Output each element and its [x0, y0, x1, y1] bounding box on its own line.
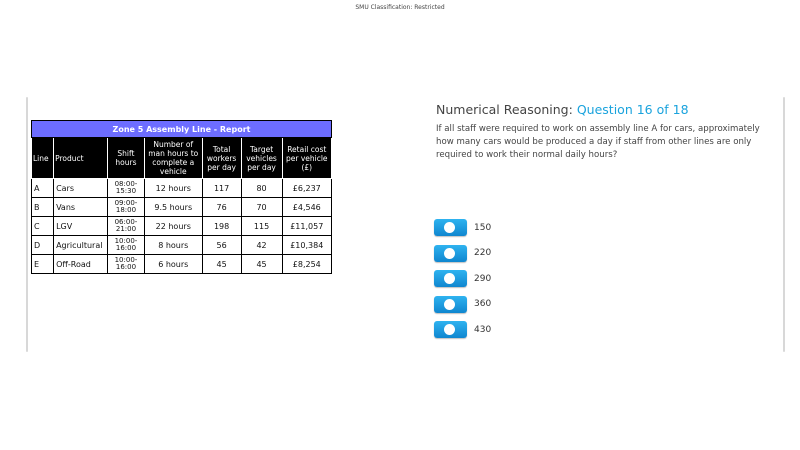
answer-options — [434, 215, 491, 343]
cell-shift: 10:00-16:00 — [108, 255, 145, 274]
cell-line: D — [32, 236, 54, 255]
cell-product: Agricultural — [54, 236, 108, 255]
table-header-row — [32, 138, 332, 179]
cell-shift: 10:00-16:00 — [108, 236, 145, 255]
cell-line: B — [32, 198, 54, 217]
answer-option[interactable] — [434, 241, 491, 267]
radio-knob-icon — [444, 248, 455, 259]
cell-shift: 09:00-18:00 — [108, 198, 145, 217]
cell-workers: 45 — [202, 255, 241, 274]
radio-knob-icon — [444, 273, 455, 284]
table-row — [32, 255, 332, 274]
col-header-line: Line — [32, 138, 54, 179]
cell-line: E — [32, 255, 54, 274]
cell-line: A — [32, 179, 54, 198]
radio-knob-icon — [444, 299, 455, 310]
cell-target: 80 — [241, 179, 282, 198]
cell-man-hours: 9.5 hours — [144, 198, 202, 217]
cell-product: LGV — [54, 217, 108, 236]
radio-button[interactable] — [434, 321, 467, 338]
cell-retail: £8,254 — [282, 255, 331, 274]
col-header-retail: Retail cost per vehicle (£) — [282, 138, 331, 179]
answer-option[interactable] — [434, 215, 491, 241]
table-title: Zone 5 Assembly Line - Report — [32, 121, 332, 138]
cell-target: 115 — [241, 217, 282, 236]
answer-option[interactable] — [434, 292, 491, 318]
cell-man-hours: 8 hours — [144, 236, 202, 255]
cell-retail: £6,237 — [282, 179, 331, 198]
cell-target: 45 — [241, 255, 282, 274]
cell-product: Off-Road — [54, 255, 108, 274]
radio-knob-icon — [444, 222, 455, 233]
assembly-report-table — [31, 120, 332, 274]
cell-man-hours: 12 hours — [144, 179, 202, 198]
cell-retail: £11,057 — [282, 217, 331, 236]
option-label: 430 — [474, 324, 492, 335]
radio-knob-icon — [444, 324, 455, 335]
cell-shift: 06:00-21:00 — [108, 217, 145, 236]
cell-line: C — [32, 217, 54, 236]
cell-retail: £10,384 — [282, 236, 331, 255]
option-label: 220 — [474, 248, 492, 259]
cell-workers: 117 — [202, 179, 241, 198]
cell-workers: 56 — [202, 236, 241, 255]
radio-button[interactable] — [434, 270, 467, 287]
cell-product: Vans — [54, 198, 108, 217]
option-label: 290 — [474, 273, 492, 284]
answer-option[interactable] — [434, 266, 491, 292]
table-row — [32, 179, 332, 198]
left-divider — [26, 97, 28, 352]
question-number: Question 16 of 18 — [576, 102, 689, 117]
col-header-man-hours: Number of man hours to complete a vehicle — [144, 138, 202, 179]
cell-workers: 76 — [202, 198, 241, 217]
radio-button[interactable] — [434, 296, 467, 313]
question-text: If all staff were required to work on assembly line A for cars, approximately how many cars would be produced a day if staff from other lines are only required to work their normal daily hours? — [436, 124, 760, 160]
classification-label: SMU Classification: Restricted — [355, 4, 445, 11]
section-label: Numerical Reasoning: — [436, 102, 573, 117]
table-row — [32, 217, 332, 236]
table-row — [32, 198, 332, 217]
right-divider — [783, 97, 785, 352]
option-label: 360 — [474, 299, 492, 310]
cell-target: 42 — [241, 236, 282, 255]
table-row — [32, 236, 332, 255]
cell-man-hours: 6 hours — [144, 255, 202, 274]
option-label: 150 — [474, 222, 492, 233]
cell-workers: 198 — [202, 217, 241, 236]
col-header-product: Product — [54, 138, 108, 179]
answer-option[interactable] — [434, 317, 491, 343]
col-header-workers: Total workers per day — [202, 138, 241, 179]
cell-target: 70 — [241, 198, 282, 217]
question-header — [436, 102, 689, 117]
radio-button[interactable] — [434, 219, 467, 236]
cell-product: Cars — [54, 179, 108, 198]
cell-man-hours: 22 hours — [144, 217, 202, 236]
cell-retail: £4,546 — [282, 198, 331, 217]
cell-shift: 08:00-15:30 — [108, 179, 145, 198]
col-header-shift: Shift hours — [108, 138, 145, 179]
radio-button[interactable] — [434, 245, 467, 262]
col-header-target: Target vehicles per day — [241, 138, 282, 179]
